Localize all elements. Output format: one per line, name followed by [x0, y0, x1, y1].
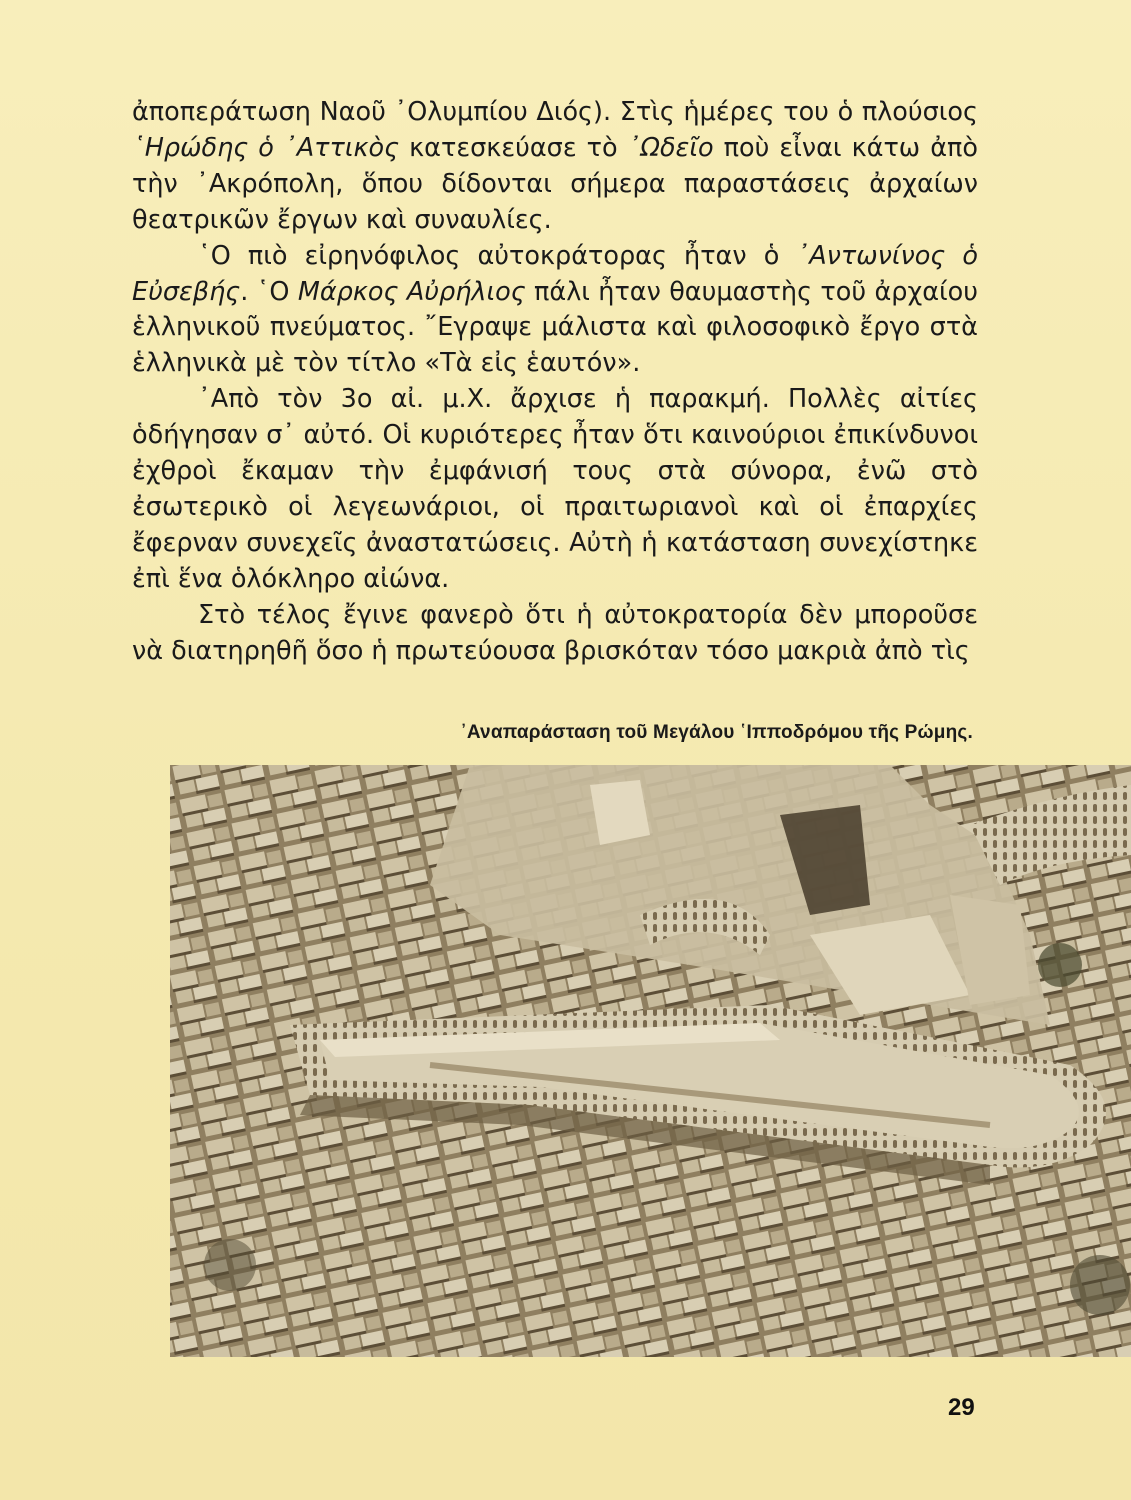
text-run: κατεσκεύασε τὸ — [399, 132, 628, 163]
temple-building — [590, 780, 650, 845]
photo-illustration — [170, 765, 1131, 1357]
text-run: ποὺ εἶναι κάτω ἀπὸ τὴν ᾽Ακρόπολη, ὅπου δίδονται σήμερα παραστάσεις ἀρχαίων θεατρικῶν ἔργων καὶ συναυλίες. — [132, 132, 978, 235]
text-run: ᾽Απὸ τὸν 3ο αἰ. μ.Χ. ἄρχισε ἡ παρακμή. Πολλὲς αἰτίες ὁδήγησαν σ᾽ αὐτό. Οἱ κυριότερες ἦταν ὅτι καινούριοι ἐπικίνδυνοι ἐχθροὶ ἔκαμαν τὴν ἐμφάνισή τους στὰ σύνορα, ἐνῶ στὸ ἐσωτερικὸ οἱ λεγεωνάριοι, οἱ πραιτωριανοὶ καὶ οἱ ἐπαρχίες ἔφερναν συνεχεῖς ἀναστατώσεις. Αὐτὴ ἡ κατάσταση συνεχίστηκε ἐπὶ ἕνα ὁλόκληρο αἰώνα. — [132, 384, 978, 594]
text-run: ῾Ο πιὸ εἰρηνόφιλος αὐτοκράτορας ἦταν ὁ — [198, 240, 797, 271]
text-run: Στὸ τέλος ἔγινε φανερὸ ὅτι ἡ αὐτοκρατορία δὲν μποροῦσε νὰ διατηρηθῆ ὅσο ἡ πρωτεύουσα βρισκόταν τόσο μακριὰ ἀπὸ τὶς — [132, 599, 978, 666]
circus-maximus-model-photo — [170, 765, 1131, 1357]
tree-cluster — [1070, 1255, 1130, 1315]
italic-run: Μάρκος Αὐρήλιος — [297, 276, 526, 307]
paragraph — [132, 239, 978, 383]
italic-run: ᾽Ωδεῖο — [627, 132, 714, 163]
text-run: . ῾Ο — [240, 276, 298, 307]
tree-cluster — [204, 1239, 256, 1291]
paragraph — [132, 382, 978, 597]
page-number: 29 — [948, 1394, 975, 1421]
paragraph — [132, 598, 978, 670]
italic-run: ῾Ηρώδης ὁ ᾽Αττικὸς — [132, 132, 400, 163]
body-text — [132, 95, 978, 670]
text-run: πάλι ἦταν θαυμαστὴς τοῦ ἀρχαίου ἑλληνικοῦ πνεύματος. ῎Εγραψε μάλιστα καὶ φιλοσοφικὸ ἔργο στὰ ἑλληνικὰ μὲ τὸν τίτλο «Τὰ εἰς ἑαυτόν». — [132, 276, 978, 379]
tree-cluster — [1038, 943, 1082, 987]
text-run: ἀποπεράτωση Ναοῦ ᾽Ολυμπίου Διός). Στὶς ἡμέρες του ὁ πλούσιος — [132, 97, 978, 127]
figure-caption: ᾽Αναπαράσταση τοῦ Μεγάλου ῾Ιπποδρόμου τῆς Ρώμης. — [460, 722, 973, 743]
italic-run: ᾽Αντωνίνος ὁ Εὐσεβής — [132, 240, 978, 307]
paragraph — [132, 95, 978, 239]
